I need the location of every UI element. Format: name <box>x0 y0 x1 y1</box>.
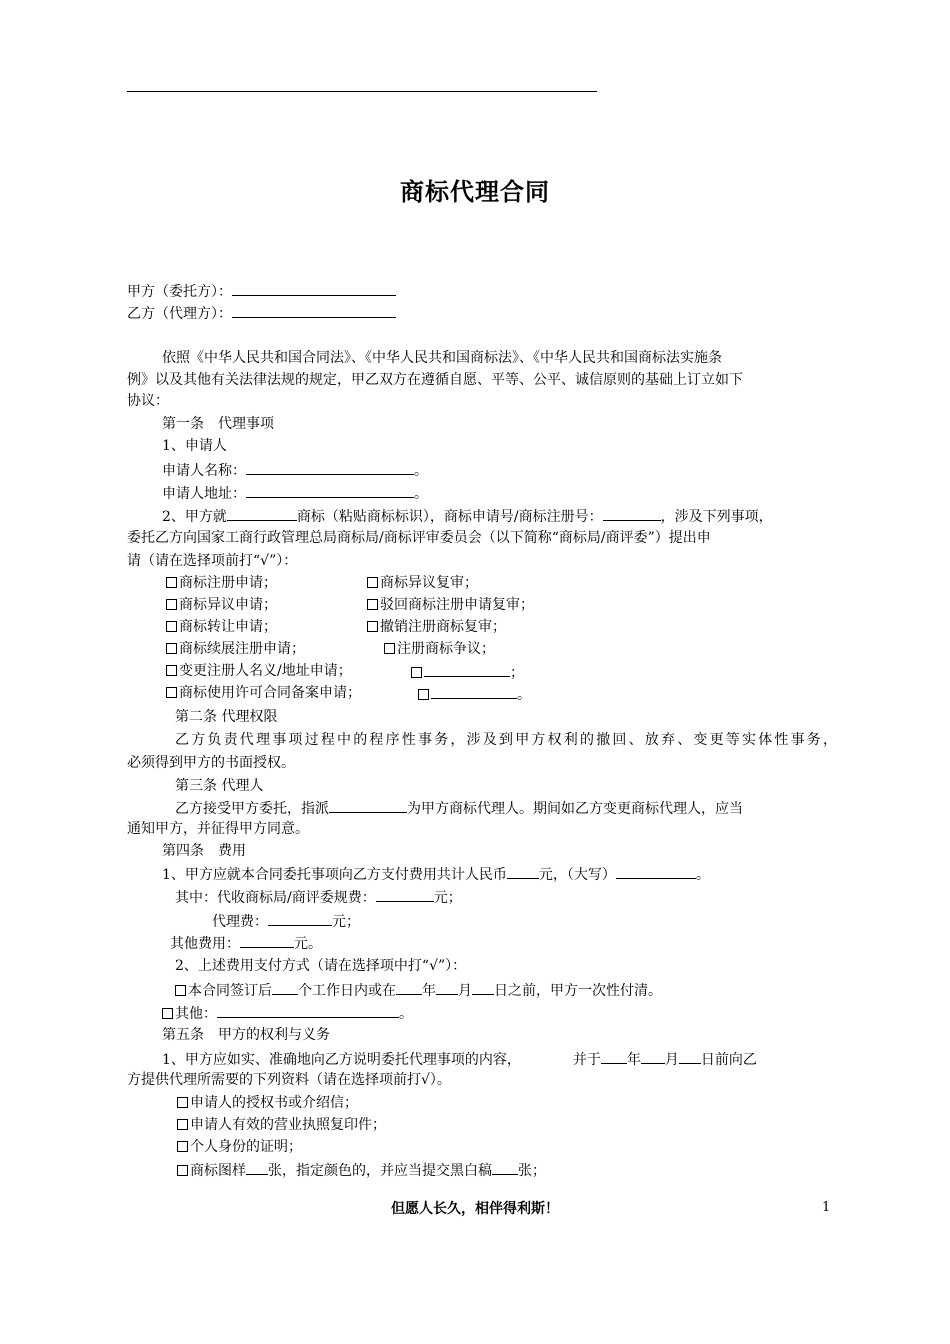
checkbox-icon[interactable] <box>367 599 378 610</box>
art5-line1: 1、甲方应如实、准确地向乙方说明委托代理事项的内容， 并于 年 月 日前向乙 <box>162 1048 757 1070</box>
checkbox-icon[interactable] <box>384 643 395 654</box>
payment-option-2: 其他： 。 <box>162 1002 413 1024</box>
checkbox-icon[interactable] <box>367 577 378 588</box>
article-2-heading: 第二条 代理权限 <box>175 709 278 725</box>
party-b-blank[interactable] <box>232 302 396 318</box>
intro-line-3: 协议： <box>127 393 169 409</box>
agent-fee-line: 代理费： 元； <box>212 910 360 932</box>
official-fee-line: 其中：代收商标局/商评委规费： 元； <box>175 886 462 908</box>
applicant-name-blank[interactable] <box>246 459 414 475</box>
option-row-3: 商标转让申请； <box>166 617 277 637</box>
pay-day-blank[interactable] <box>472 979 494 995</box>
sample-count-blank[interactable] <box>246 1159 268 1175</box>
checkbox-icon[interactable] <box>418 689 429 700</box>
party-b-line: 乙方（代理方）： <box>127 302 396 324</box>
fee-total-line: 1、甲方应就本合同委托事项向乙方支付费用共计人民币 元，（大写） 。 <box>162 863 710 885</box>
payment-option-1: 本合同签订后 个工作日内或在 年 月 日之前，甲方一次性付清。 <box>175 979 662 1001</box>
checkbox-icon[interactable] <box>177 1165 188 1176</box>
footer-slogan: 但愿人长久，相伴得利斯！ <box>391 1201 559 1217</box>
checkbox-icon[interactable] <box>166 577 177 588</box>
bw-count-blank[interactable] <box>492 1159 518 1175</box>
other-option-blank-2[interactable] <box>431 683 517 699</box>
article-5-heading: 第五条 甲方的权利与义务 <box>162 1027 330 1043</box>
registration-number-blank[interactable] <box>603 505 661 521</box>
fee-amount-blank[interactable] <box>507 863 539 879</box>
option-row-1b: 商标异议复审； <box>367 573 478 593</box>
art1-item2-line2: 委托乙方向国家工商行政管理总局商标局/商标评审委员会（以下简称“商标局/商评委”）提出申 <box>127 530 711 546</box>
material-3: 个人身份的证明； <box>177 1137 302 1157</box>
payment-method-heading: 2、上述费用支付方式（请在选择项中打“√”）： <box>175 958 467 974</box>
art3-line1: 乙方接受甲方委托，指派 为甲方商标代理人。期间如乙方变更商标代理人，应当 <box>175 797 743 819</box>
checkbox-icon[interactable] <box>177 1141 188 1152</box>
material-year-blank[interactable] <box>601 1048 627 1064</box>
option-row-1: 商标注册申请； <box>166 573 277 593</box>
checkbox-icon[interactable] <box>166 621 177 632</box>
header-rule <box>127 91 597 92</box>
material-month-blank[interactable] <box>641 1048 665 1064</box>
checkbox-icon[interactable] <box>166 599 177 610</box>
checkbox-icon[interactable] <box>162 1008 173 1019</box>
party-a-blank[interactable] <box>232 280 396 296</box>
trademark-blank[interactable] <box>227 505 297 521</box>
official-fee-blank[interactable] <box>376 886 434 902</box>
article-3-heading: 第三条 代理人 <box>175 778 264 794</box>
option-row-2b: 驳回商标注册申请复审； <box>367 595 534 615</box>
option-row-6: 商标使用许可合同备案申请； <box>166 683 361 703</box>
pay-year-blank[interactable] <box>396 979 422 995</box>
art1-item2-line3: 请（请在选择项前打“√”）： <box>127 553 298 569</box>
checkbox-icon[interactable] <box>177 1097 188 1108</box>
material-4: 商标图样 张，指定颜色的，并应当提交黑白稿 张； <box>177 1159 546 1181</box>
option-row-4: 商标续展注册申请； <box>166 639 305 659</box>
agent-fee-blank[interactable] <box>268 910 332 926</box>
payment-other-blank[interactable] <box>217 1002 399 1018</box>
checkbox-icon[interactable] <box>166 687 177 698</box>
option-row-2: 商标异议申请； <box>166 595 277 615</box>
agent-name-blank[interactable] <box>329 797 407 813</box>
applicant-name-line: 申请人名称： 。 <box>162 459 428 481</box>
checkbox-icon[interactable] <box>166 643 177 654</box>
option-row-4b: 注册商标争议； <box>384 639 495 659</box>
pay-month-blank[interactable] <box>436 979 458 995</box>
art5-line2: 方提供代理所需要的下列资料（请在选择项前打√）。 <box>127 1072 451 1088</box>
option-row-3b: 撤销注册商标复审； <box>367 617 506 637</box>
workdays-blank[interactable] <box>272 979 298 995</box>
option-row-6b: 。 <box>418 683 531 705</box>
article-1-heading: 第一条 代理事项 <box>162 416 274 432</box>
option-row-5: 变更注册人名义/地址申请； <box>166 661 352 681</box>
intro-line-2: 例》以及其他有关法律法规的规定，甲乙双方在遵循自愿、平等、公平、诚信原则的基础上订立如下 <box>127 372 743 388</box>
other-option-blank[interactable] <box>424 661 510 677</box>
checkbox-icon[interactable] <box>367 621 378 632</box>
art2-line1: 乙方负责代理事项过程中的程序性事务，涉及到甲方权利的撤回、放弃、变更等实体性事务， <box>175 732 837 748</box>
page-number: 1 <box>822 1200 831 1215</box>
checkbox-icon[interactable] <box>175 985 186 996</box>
material-2: 申请人有效的营业执照复印件； <box>177 1115 386 1135</box>
applicant-address-blank[interactable] <box>246 482 414 498</box>
party-a-line: 甲方（委托方）： <box>127 280 396 302</box>
other-fee-line: 其他费用： 元。 <box>170 932 322 954</box>
art1-item2-line1: 2、甲方就 商标（粘贴商标标识），商标申请号/商标注册号： ，涉及下列事项， <box>162 505 773 527</box>
checkbox-icon[interactable] <box>177 1119 188 1130</box>
art2-line2: 必须得到甲方的书面授权。 <box>127 755 295 771</box>
option-row-5b: ； <box>411 661 524 683</box>
article-4-heading: 第四条 费用 <box>162 843 246 859</box>
art1-item1: 1、申请人 <box>162 438 227 454</box>
intro-line-1: 依照《中华人民共和国合同法》、《中华人民共和国商标法》、《中华人民共和国商标法实施条 <box>162 350 722 366</box>
checkbox-icon[interactable] <box>411 667 422 678</box>
checkbox-icon[interactable] <box>166 665 177 676</box>
material-day-blank[interactable] <box>679 1048 701 1064</box>
other-fee-blank[interactable] <box>240 932 294 948</box>
material-1: 申请人的授权书或介绍信； <box>177 1093 358 1113</box>
document-title: 商标代理合同 <box>400 178 550 206</box>
art3-line2: 通知甲方，并征得甲方同意。 <box>127 821 309 837</box>
fee-capital-blank[interactable] <box>616 863 696 879</box>
applicant-address-line: 申请人地址： 。 <box>162 482 428 504</box>
